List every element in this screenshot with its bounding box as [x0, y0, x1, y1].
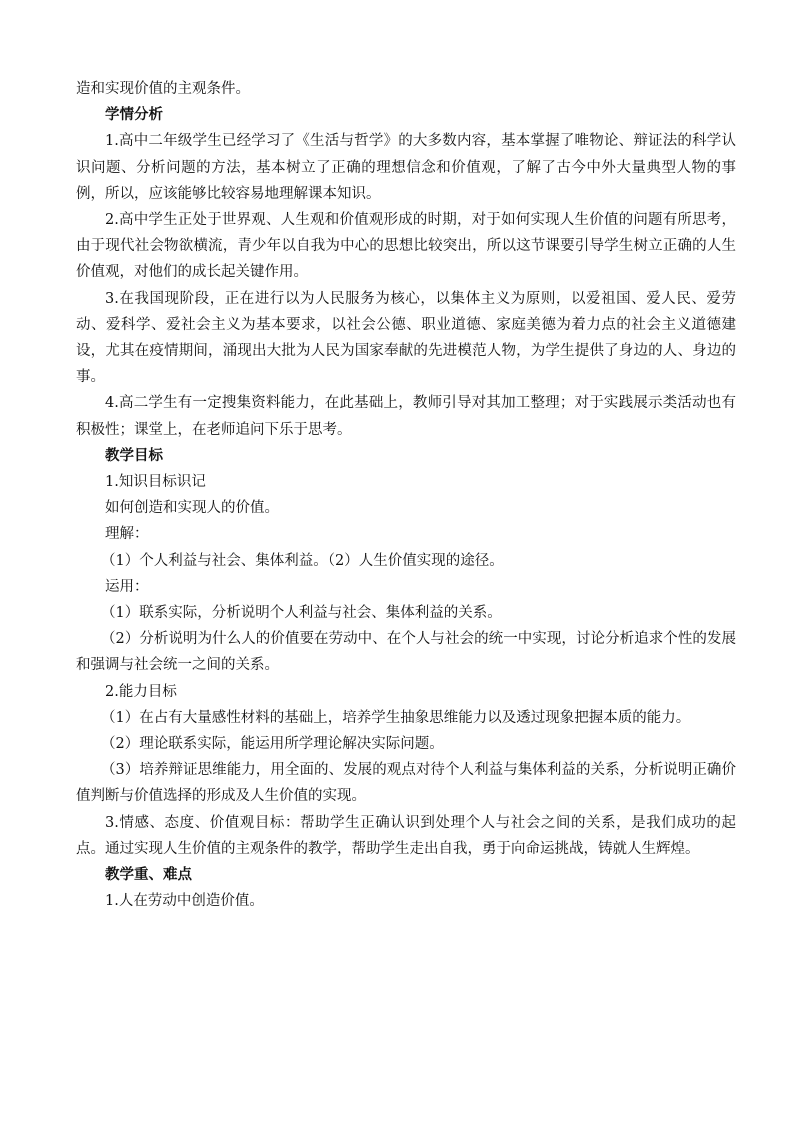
goal-ability-item-2: （2）理论联系实际，能运用所学理论解决实际问题。	[101, 736, 444, 753]
goal-ability-title: 2.能力目标	[105, 683, 177, 700]
goal-apply-item-2: （2）分析说明为什么人的价值要在劳动中、在个人与社会的统一中实现，讨论分析追求个性的发展和强调与社会统一之间的关系。	[76, 631, 736, 674]
paragraph-learner-2: 2.高中学生正处于世界观、人生观和价值观形成的时期，对于如何实现人生价值的问题有所思考，由于现代社会物欲横流，青少年以自我为中心的思想比较突出，所以这节课要引导学生树立正确的人生价值观，对他们的成长起关键作用。	[76, 212, 736, 281]
section-heading-key-difficult-points: 教学重、难点	[105, 867, 192, 884]
paragraph-continuation: 造和实现价值的主观条件。	[76, 81, 250, 97]
goal-knowledge-title: 1.知识目标识记	[105, 474, 206, 491]
section-heading-learner-analysis: 学情分析	[105, 107, 163, 124]
goal-emotion-attitude-values: 3.情感、态度、价值观目标：帮助学生正确认识到处理个人与社会之间的关系，是我们成功的起点。通过实现人生价值的主观条件的教学，帮助学生走出自我，勇于向命运挑战，铸就人生辉煌。	[76, 814, 736, 857]
goal-ability-item-1: （1）在占有大量感性材料的基础上，培养学生抽象思维能力以及透过现象把握本质的能力。	[101, 709, 691, 726]
goal-understand-items: （1）个人利益与社会、集体利益。（2）人生价值实现的途径。	[101, 552, 504, 569]
goal-understand-label: 理解：	[105, 526, 149, 543]
paragraph-learner-4: 4.高二学生有一定搜集资料能力，在此基础上，教师引导对其加工整理；对于实践展示类活动也有积极性；课堂上，在老师追问下乐于思考。	[76, 395, 736, 438]
document-body	[76, 76, 736, 915]
goal-ability-item-3: （3）培养辩证思维能力，用全面的、发展的观点对待个人利益与集体利益的关系，分析说明正确价值判断与价值选择的形成及人生价值的实现。	[76, 762, 736, 805]
section-heading-teaching-goals: 教学目标	[105, 447, 163, 464]
key-point-1: 1.人在劳动中创造价值。	[105, 893, 264, 910]
goal-apply-item-1: （1）联系实际，分析说明个人利益与社会、集体利益的关系。	[101, 605, 502, 622]
paragraph-learner-3: 3.在我国现阶段，正在进行以为人民服务为核心，以集体主义为原则，以爱祖国、爱人民、爱劳动、爱科学、爱社会主义为基本要求，以社会公德、职业道德、家庭美德为着力点的社会主义道德建设，尤其在疫情期间，涌现出大批为人民为国家奉献的先进模范人物，为学生提供了身边的人、身边的事。	[76, 290, 736, 386]
goal-apply-label: 运用：	[105, 578, 149, 595]
goal-knowledge-recall: 如何创造和实现人的价值。	[105, 500, 279, 517]
paragraph-learner-1: 1.高中二年级学生已经学习了《生活与哲学》的大多数内容，基本掌握了唯物论、辩证法的科学认识问题、分析问题的方法，基本树立了正确的理想信念和价值观，了解了古今中外大量典型人物的事例，所以，应该能够比较容易地理解课本知识。	[76, 133, 736, 202]
